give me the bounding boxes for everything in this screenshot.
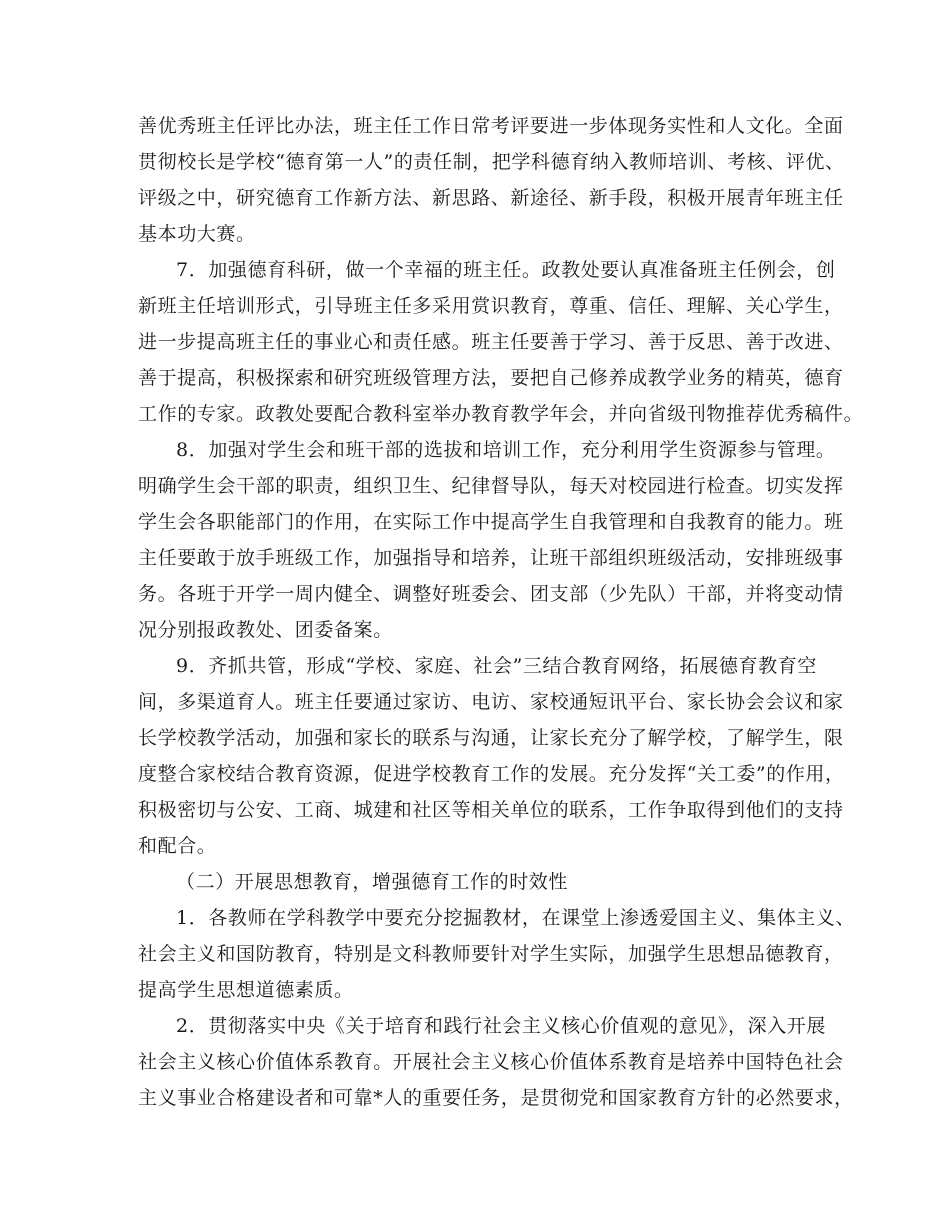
text-line: 长学校教学活动，加强和家长的联系与沟通，让家长充分了解学校，了解学生，限 [138, 727, 844, 749]
text-line: 学生会各职能部门的作用，在实际工作中提高学生自我管理和自我教育的能力。班 [138, 511, 844, 533]
text-line: 社会主义核心价值体系教育。开展社会主义核心价值体系教育是培养中国特色社会 [138, 1051, 844, 1073]
text-line: 况分别报政教处、团委备案。 [138, 619, 393, 641]
text-line: 基本功大赛。 [138, 223, 256, 245]
text-line: 7．加强德育科研，做一个幸福的班主任。政教处要认真准备班主任例会，创 [176, 259, 836, 281]
text-line: 进一步提高班主任的事业心和责任感。班主任要善于学习、善于反思、善于改进、 [138, 331, 844, 353]
text-line: 善优秀班主任评比办法，班主任工作日常考评要进一步体现务实性和人文化。全面 [138, 115, 844, 137]
text-line: 社会主义和国防教育，特别是文科教师要针对学生实际，加强学生思想品德教育， [138, 943, 844, 965]
text-line: 1．各教师在学科教学中要充分挖掘教材，在课堂上渗透爱国主义、集体主义、 [176, 907, 856, 929]
text-line: 新班主任培训形式，引导班主任多采用赏识教育，尊重、信任、理解、关心学生， [138, 295, 844, 317]
text-line: 明确学生会干部的职责，组织卫生、纪律督导队，每天对校园进行检查。切实发挥 [138, 475, 844, 497]
text-line: 主义事业合格建设者和可靠*人的重要任务，是贯彻党和国家教育方针的必然要求， [138, 1087, 854, 1109]
text-line: 间，多渠道育人。班主任要通过家访、电访、家校通短讯平台、家长协会会议和家 [138, 691, 844, 713]
text-line: 提高学生思想道德素质。 [138, 979, 354, 1001]
text-line: 评级之中，研究德育工作新方法、新思路、新途径、新手段，积极开展青年班主任 [138, 187, 844, 209]
text-line: 2．贯彻落实中央《关于培育和践行社会主义核心价值观的意见》，深入开展 [176, 1015, 826, 1037]
text-line: 9．齐抓共管，形成“学校、家庭、社会”三结合教育网络，拓展德育教育空 [176, 655, 817, 677]
text-line: 贯彻校长是学校“德育第一人”的责任制，把学科德育纳入教师培训、考核、评优、 [138, 151, 845, 173]
text-line: 度整合家校结合教育资源，促进学校教育工作的发展。充分发挥“关工委”的作用， [138, 763, 845, 785]
section-heading: （二）开展思想教育，增强德育工作的时效性 [176, 871, 569, 893]
text-line: 主任要敢于放手班级工作，加强指导和培养，让班干部组织班级活动，安排班级事 [138, 547, 844, 569]
text-line: 善于提高，积极探索和研究班级管理方法，要把自己修养成教学业务的精英，德育 [138, 367, 844, 389]
text-line: 8．加强对学生会和班干部的选拔和培训工作，充分利用学生资源参与管理。 [176, 439, 836, 461]
text-line: 工作的专家。政教处要配合教科室举办教育教学年会，并向省级刊物推荐优秀稿件。 [138, 403, 864, 425]
text-line: 积极密切与公安、工商、城建和社区等相关单位的联系，工作争取得到他们的支持 [138, 799, 844, 821]
text-line: 务。各班于开学一周内健全、调整好班委会、团支部（少先队）干部，并将变动情 [138, 583, 844, 605]
text-line: 和配合。 [138, 835, 217, 857]
